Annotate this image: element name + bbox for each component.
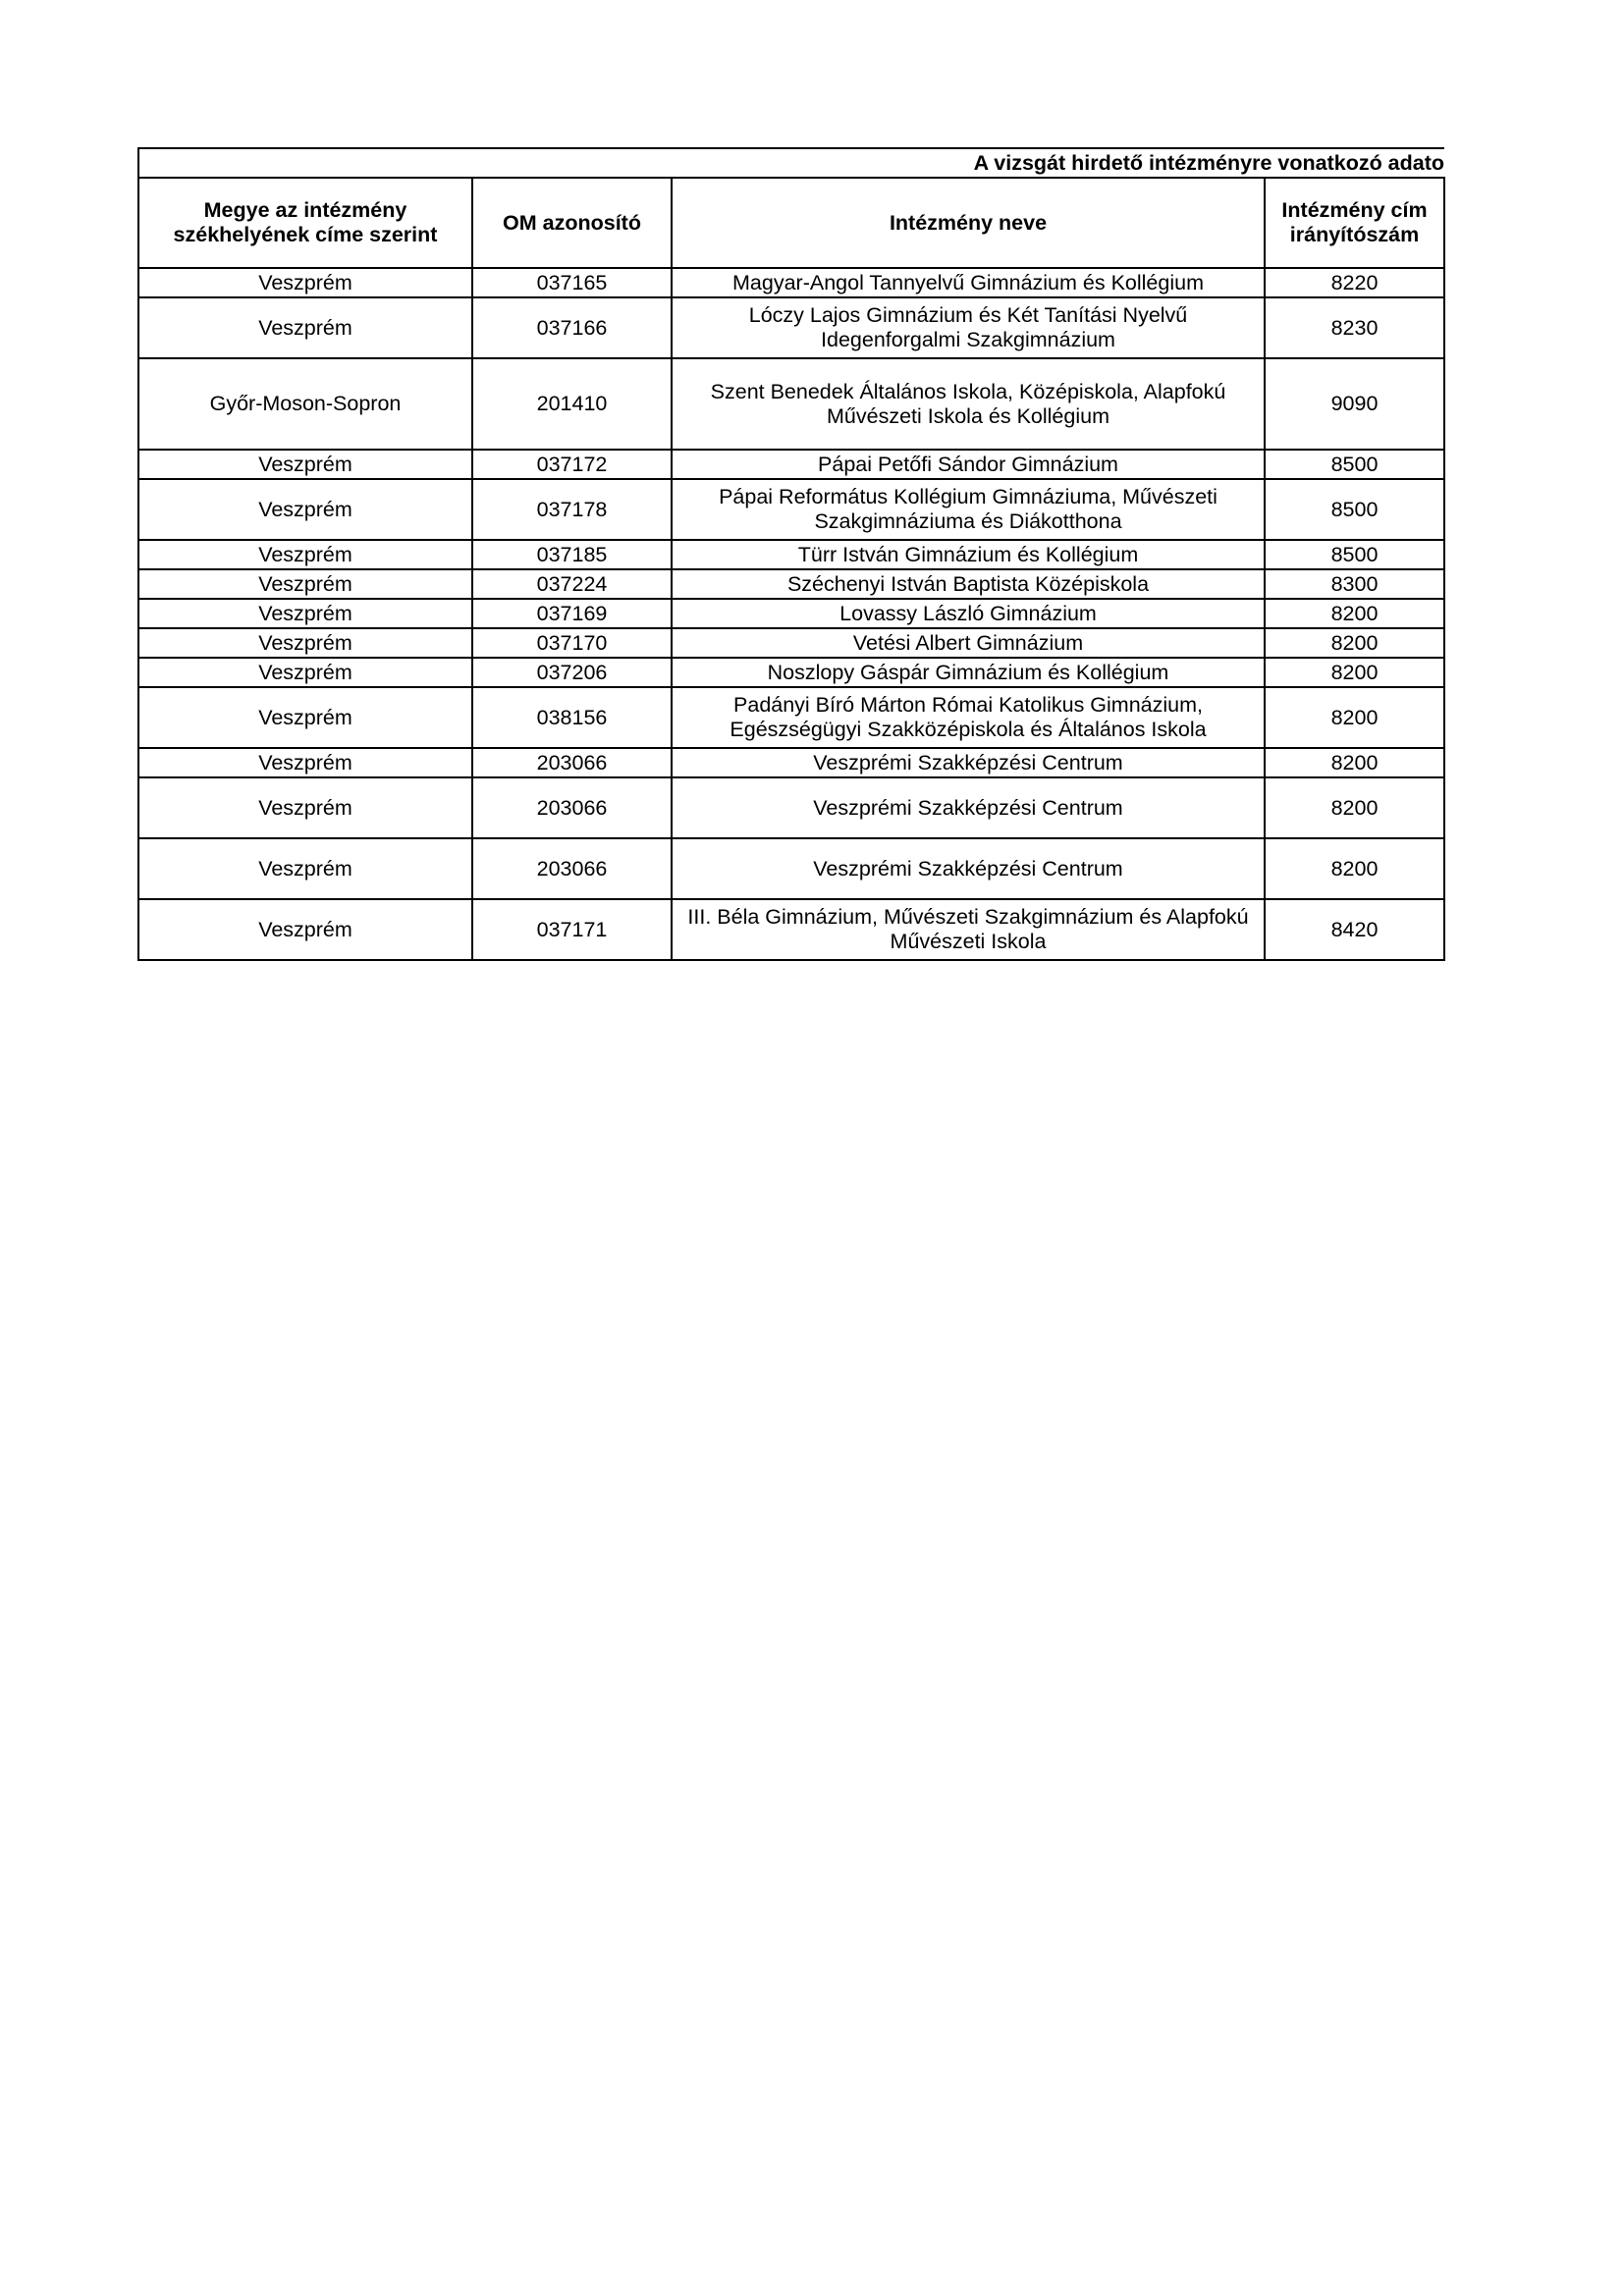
header-om-id: OM azonosító — [472, 178, 672, 268]
cell-om-id: 037165 — [472, 268, 672, 297]
table-row — [138, 687, 1444, 748]
cell-institution-name: Lóczy Lajos Gimnázium és Két Tanítási Nyelvű Idegenforgalmi Szakgimnázium — [672, 297, 1265, 358]
table-row — [138, 748, 1444, 777]
institution-table — [137, 147, 1445, 961]
table-row — [138, 899, 1444, 960]
cell-om-id: 037172 — [472, 450, 672, 479]
cell-postcode: 8300 — [1265, 569, 1444, 599]
banner-row — [138, 148, 1444, 178]
table-banner: A vizsgát hirdető intézményre vonatkozó adato — [138, 148, 1444, 178]
cell-om-id: 203066 — [472, 777, 672, 838]
cell-institution-name: Veszprémi Szakképzési Centrum — [672, 748, 1265, 777]
cell-postcode: 8420 — [1265, 899, 1444, 960]
cell-county: Veszprém — [138, 658, 472, 687]
cell-postcode: 8500 — [1265, 479, 1444, 540]
header-row — [138, 178, 1444, 268]
cell-institution-name: Szent Benedek Általános Iskola, Középiskola, Alapfokú Művészeti Iskola és Kollégium — [672, 358, 1265, 450]
cell-om-id: 038156 — [472, 687, 672, 748]
cell-county: Veszprém — [138, 777, 472, 838]
cell-institution-name: Noszlopy Gáspár Gimnázium és Kollégium — [672, 658, 1265, 687]
cell-postcode: 8200 — [1265, 687, 1444, 748]
table-row — [138, 628, 1444, 658]
cell-om-id: 203066 — [472, 838, 672, 899]
cell-postcode: 8200 — [1265, 628, 1444, 658]
table-row — [138, 479, 1444, 540]
cell-county: Veszprém — [138, 899, 472, 960]
table-row — [138, 838, 1444, 899]
header-postcode: Intézmény cím irányítószám — [1265, 178, 1444, 268]
table-row — [138, 268, 1444, 297]
header-institution-name: Intézmény neve — [672, 178, 1265, 268]
cell-institution-name: III. Béla Gimnázium, Művészeti Szakgimnázium és Alapfokú Művészeti Iskola — [672, 899, 1265, 960]
cell-county: Győr-Moson-Sopron — [138, 358, 472, 450]
cell-county: Veszprém — [138, 599, 472, 628]
table-row — [138, 297, 1444, 358]
cell-om-id: 037185 — [472, 540, 672, 569]
cell-postcode: 8200 — [1265, 748, 1444, 777]
cell-postcode: 9090 — [1265, 358, 1444, 450]
cell-postcode: 8200 — [1265, 838, 1444, 899]
cell-county: Veszprém — [138, 569, 472, 599]
cell-postcode: 8500 — [1265, 450, 1444, 479]
cell-om-id: 037224 — [472, 569, 672, 599]
cell-om-id: 037206 — [472, 658, 672, 687]
cell-county: Veszprém — [138, 748, 472, 777]
cell-institution-name: Pápai Petőfi Sándor Gimnázium — [672, 450, 1265, 479]
cell-institution-name: Veszprémi Szakképzési Centrum — [672, 777, 1265, 838]
cell-institution-name: Széchenyi István Baptista Középiskola — [672, 569, 1265, 599]
table-row — [138, 358, 1444, 450]
cell-institution-name: Pápai Református Kollégium Gimnáziuma, Művészeti Szakgimnáziuma és Diákotthona — [672, 479, 1265, 540]
cell-postcode: 8200 — [1265, 777, 1444, 838]
cell-county: Veszprém — [138, 628, 472, 658]
header-county: Megye az intézmény székhelyének címe szerint — [138, 178, 472, 268]
table-row — [138, 450, 1444, 479]
table-row — [138, 658, 1444, 687]
cell-postcode: 8230 — [1265, 297, 1444, 358]
cell-om-id: 037166 — [472, 297, 672, 358]
cell-county: Veszprém — [138, 450, 472, 479]
table-row — [138, 777, 1444, 838]
cell-county: Veszprém — [138, 297, 472, 358]
cell-postcode: 8200 — [1265, 599, 1444, 628]
cell-postcode: 8220 — [1265, 268, 1444, 297]
cell-county: Veszprém — [138, 479, 472, 540]
cell-om-id: 203066 — [472, 748, 672, 777]
cell-om-id: 201410 — [472, 358, 672, 450]
cell-county: Veszprém — [138, 687, 472, 748]
cell-institution-name: Veszprémi Szakképzési Centrum — [672, 838, 1265, 899]
cell-institution-name: Magyar-Angol Tannyelvű Gimnázium és Kollégium — [672, 268, 1265, 297]
cell-om-id: 037169 — [472, 599, 672, 628]
cell-institution-name: Türr István Gimnázium és Kollégium — [672, 540, 1265, 569]
cell-institution-name: Vetési Albert Gimnázium — [672, 628, 1265, 658]
cell-om-id: 037171 — [472, 899, 672, 960]
cell-om-id: 037170 — [472, 628, 672, 658]
table-row — [138, 569, 1444, 599]
cell-postcode: 8500 — [1265, 540, 1444, 569]
cell-county: Veszprém — [138, 838, 472, 899]
cell-county: Veszprém — [138, 540, 472, 569]
table-row — [138, 540, 1444, 569]
cell-institution-name: Padányi Bíró Márton Római Katolikus Gimnázium, Egészségügyi Szakközépiskola és Általános Iskola — [672, 687, 1265, 748]
cell-county: Veszprém — [138, 268, 472, 297]
cell-postcode: 8200 — [1265, 658, 1444, 687]
cell-institution-name: Lovassy László Gimnázium — [672, 599, 1265, 628]
table-row — [138, 599, 1444, 628]
cell-om-id: 037178 — [472, 479, 672, 540]
